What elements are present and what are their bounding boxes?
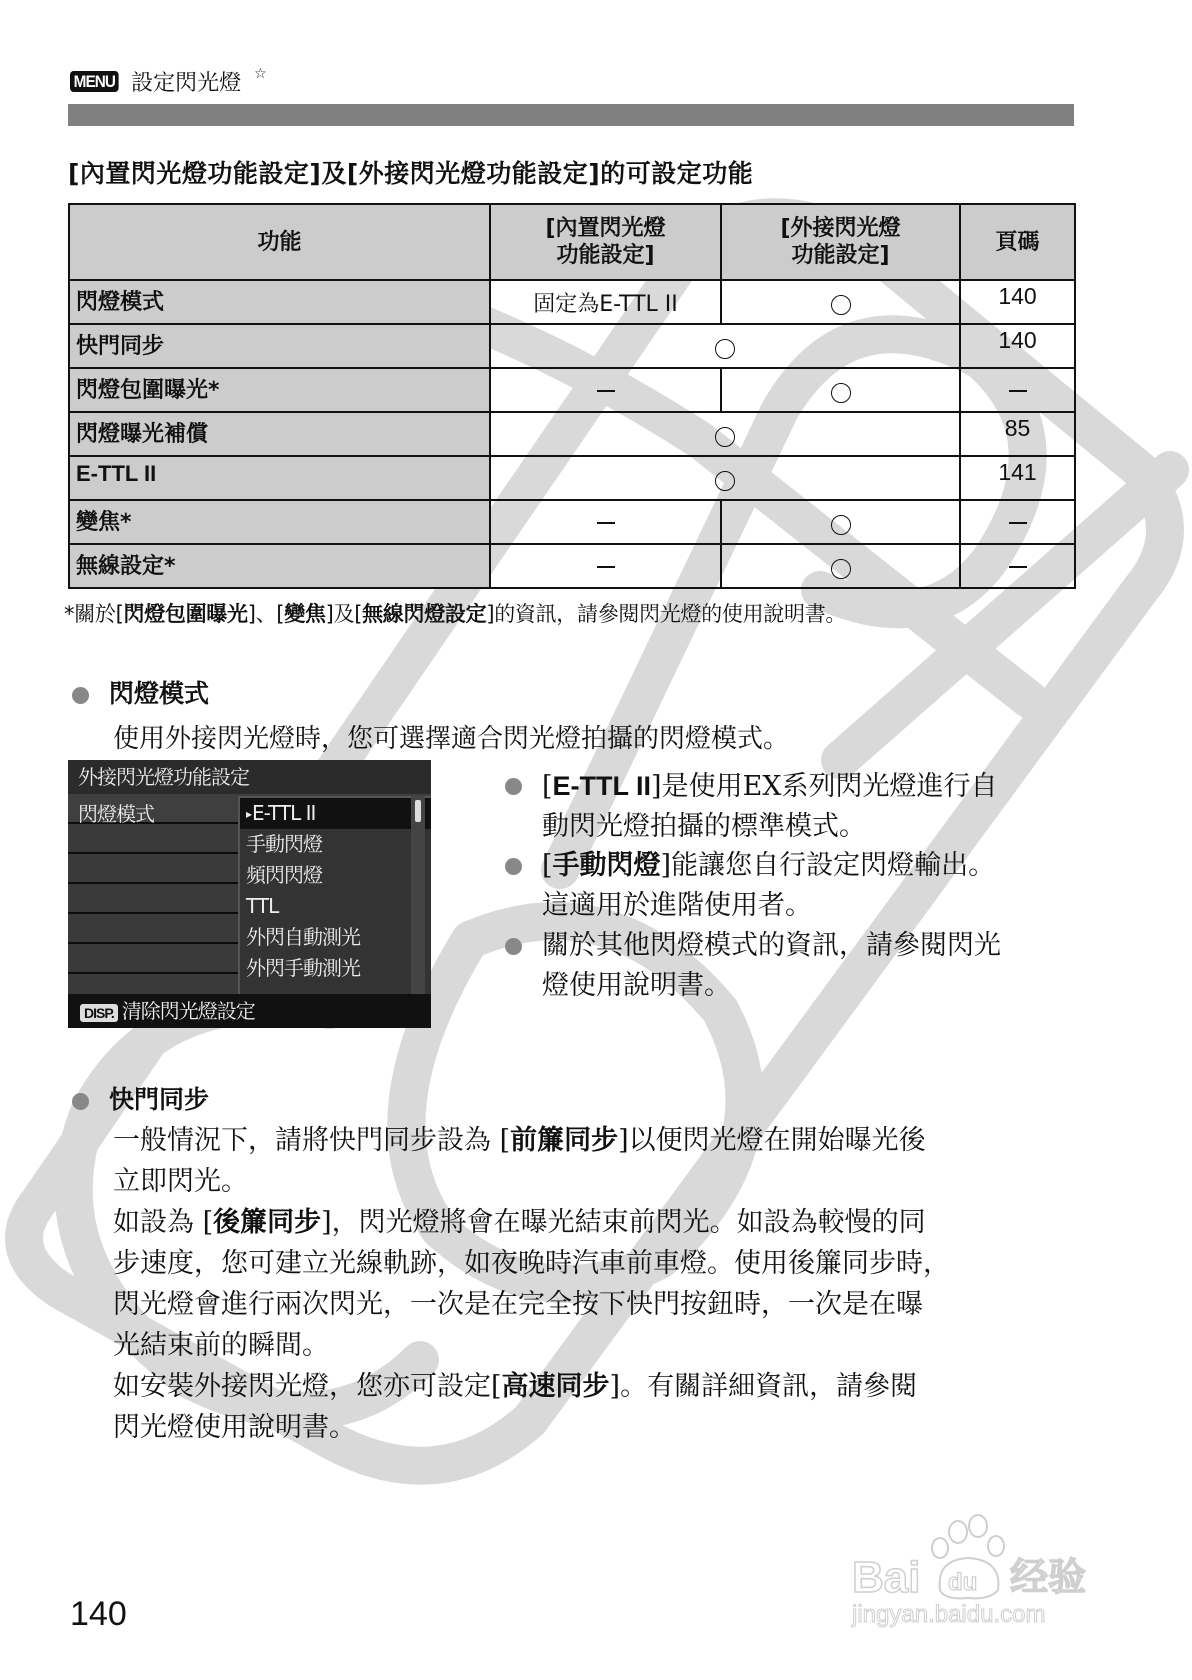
header-line: 功能設定]	[556, 243, 655, 268]
row-name: E-TTL II	[69, 456, 490, 500]
camera-menu-footer	[68, 994, 431, 1028]
shutter-sync-heading	[72, 1080, 209, 1116]
bracket: ]	[660, 850, 672, 881]
table-row	[69, 456, 1075, 500]
bullet-icon	[72, 687, 89, 704]
bullet-text: 是使用EX系列閃光燈進行自	[661, 771, 998, 802]
bold-term: 高速同步	[501, 1371, 610, 1402]
disp-button-icon: DISP.	[80, 1004, 118, 1022]
camera-menu-title: 外接閃光燈功能設定	[68, 760, 431, 794]
external-value	[721, 500, 960, 544]
bullet-line: 燈使用說明書。	[542, 970, 731, 1001]
flash-mode-bullet-ettl	[505, 766, 998, 847]
bullet-icon	[505, 858, 522, 875]
camera-scrollbar	[411, 796, 425, 1006]
flash-mode-bullet-other	[505, 926, 1001, 1006]
builtin-value	[490, 500, 721, 544]
page-ref: 141	[960, 456, 1075, 500]
clear-settings-label: 清除閃光燈設定	[121, 999, 255, 1023]
supported-circle-icon	[831, 383, 851, 403]
header-title: 設定閃光燈	[131, 71, 242, 96]
not-available-dash-icon	[597, 390, 615, 392]
table-row	[69, 412, 1075, 456]
flash-mode-bullet-manual	[505, 846, 995, 926]
footnote-text: ]及[	[325, 602, 363, 626]
table-header-row	[69, 204, 1075, 280]
col-header-builtin	[490, 204, 721, 280]
bullet-text: 能讓您自行設定閃燈輸出。	[671, 850, 996, 881]
flash-mode-option-ext-auto[interactable]: 外閃自動測光	[246, 925, 360, 949]
page-ref	[960, 368, 1075, 412]
camera-setting-label: 閃燈模式	[78, 802, 154, 826]
paragraph-line: 光結束前的瞬間。	[113, 1330, 329, 1361]
col-header-page: 頁碼	[960, 204, 1075, 280]
paragraph-line	[113, 1202, 950, 1243]
bullet-icon	[505, 778, 522, 795]
not-available-dash-icon	[1009, 522, 1027, 524]
footnote-text: ]的資訊，請參閱閃光燈的使用說明書。	[486, 602, 847, 626]
baidu-jingyan-watermark	[840, 1500, 1110, 1630]
header-line: 功能設定]	[791, 243, 890, 268]
builtin-value: 固定為E-TTL II	[490, 280, 721, 324]
text: ]，閃光燈將會在曝光結束前閃光。如設為較慢的同	[321, 1207, 926, 1238]
bullet-line: 這適用於進階使用者。	[542, 890, 812, 921]
svg-text:du: du	[948, 1569, 978, 1596]
bullet-line: 關於其他閃燈模式的資訊，請參閱閃光	[542, 930, 1001, 961]
bullet-icon	[505, 938, 522, 955]
table-footnote	[64, 598, 846, 628]
text: ]。有關詳細資訊，請參閱	[609, 1371, 918, 1402]
page-header	[70, 66, 267, 97]
row-name: 無線設定*	[69, 544, 490, 588]
svg-text:经验: 经验	[1010, 1555, 1087, 1599]
footnote-bold: 無線閃燈設定	[362, 602, 487, 626]
both-value	[490, 412, 960, 456]
scrollbar-thumb	[415, 800, 421, 822]
flash-mode-heading	[72, 674, 209, 710]
header-line: [內置閃光燈	[545, 216, 666, 241]
paragraph-line: 步速度，您可建立光線軌跡，如夜晚時汽車前車燈。使用後簾同步時，	[113, 1248, 950, 1279]
both-value	[490, 324, 960, 368]
footnote-bold: 變焦	[284, 602, 326, 626]
bold-term: 手動閃燈	[552, 850, 661, 881]
menu-icon: MENU	[70, 71, 119, 92]
footnote-text: *關於[	[64, 602, 124, 626]
row-name: 閃燈模式	[69, 280, 490, 324]
page-ref: 140	[960, 324, 1075, 368]
table-row	[69, 500, 1075, 544]
header-line: [外接閃光燈	[780, 216, 901, 241]
bracket: ]	[651, 771, 662, 802]
table-row	[69, 324, 1075, 368]
not-available-dash-icon	[1009, 390, 1027, 392]
not-available-dash-icon	[1009, 566, 1027, 568]
bold-term: 前簾同步	[510, 1125, 619, 1156]
bullet-icon	[72, 1093, 89, 1110]
flash-mode-option-manual[interactable]: 手動閃燈	[246, 832, 322, 856]
page-ref: 140	[960, 280, 1075, 324]
section-title: [內置閃光燈功能設定]及[外接閃光燈功能設定]的可設定功能	[68, 159, 754, 188]
supported-circle-icon	[831, 559, 851, 579]
supported-circle-icon	[831, 295, 851, 315]
bold-term: 後簾同步	[213, 1207, 322, 1238]
page-ref	[960, 500, 1075, 544]
external-value	[721, 280, 960, 324]
header-divider-bar	[68, 104, 1074, 126]
bullet-line	[542, 766, 998, 807]
bracket: [	[542, 850, 553, 881]
page-ref	[960, 544, 1075, 588]
not-available-dash-icon	[597, 566, 615, 568]
footnote-text: ]、[	[247, 602, 285, 626]
shutter-sync-paragraph-3	[113, 1366, 917, 1448]
page-ref: 85	[960, 412, 1075, 456]
footnote-bold: 閃燈包圍曝光	[123, 602, 248, 626]
bold-term: E-TTL II	[552, 771, 652, 801]
col-header-external	[721, 204, 960, 280]
paragraph-line	[113, 1120, 926, 1161]
supported-circle-icon	[831, 515, 851, 535]
function-table	[68, 203, 1076, 589]
text: 如設為 [	[113, 1207, 214, 1238]
row-name: 閃燈曝光補償	[69, 412, 490, 456]
external-value	[721, 544, 960, 588]
heading-text: 閃燈模式	[109, 679, 210, 708]
supported-circle-icon	[715, 339, 735, 359]
table-row	[69, 368, 1075, 412]
col-header-function: 功能	[69, 204, 490, 280]
text: ]以便閃光燈在開始曝光後	[618, 1125, 926, 1156]
paragraph-line	[113, 1366, 917, 1407]
text: 一般情況下，請將快門同步設為 [	[113, 1125, 511, 1156]
shutter-sync-paragraph-1	[113, 1120, 926, 1202]
supported-circle-icon	[715, 427, 735, 447]
bullet-line: 動閃光燈拍攝的標準模式。	[542, 811, 866, 842]
baidu-logo-text: Bai	[852, 1553, 921, 1602]
flash-mode-option-multi[interactable]: 頻閃閃燈	[246, 863, 322, 887]
bracket: [	[542, 771, 553, 802]
flash-mode-option-ttl[interactable]: TTL	[246, 894, 279, 918]
paragraph-line: 立即閃光。	[113, 1166, 248, 1197]
shutter-sync-paragraph-2	[113, 1202, 950, 1366]
text: 如安裝外接閃光燈，您亦可設定[	[113, 1371, 502, 1402]
row-name: 快門同步	[69, 324, 490, 368]
both-value	[490, 456, 960, 500]
paragraph-line: 閃光燈使用說明書。	[113, 1412, 356, 1443]
star-icon: ☆	[254, 66, 267, 82]
flash-mode-option-ettl2[interactable]: ▸ E-TTL II	[240, 798, 431, 829]
builtin-value	[490, 544, 721, 588]
table-row	[69, 280, 1075, 324]
supported-circle-icon	[715, 471, 735, 491]
camera-menu-screenshot	[68, 760, 431, 1028]
svg-text:jingyan.baidu.com: jingyan.baidu.com	[852, 1601, 1046, 1628]
external-value	[721, 368, 960, 412]
row-name: 變焦*	[69, 500, 490, 544]
row-name: 閃燈包圍曝光*	[69, 368, 490, 412]
heading-text: 快門同步	[109, 1085, 210, 1114]
page-number: 140	[70, 1595, 127, 1633]
flash-mode-description: 使用外接閃光燈時，您可選擇適合閃光燈拍攝的閃燈模式。	[113, 724, 790, 754]
flash-mode-option-ext-manual[interactable]: 外閃手動測光	[246, 956, 360, 980]
table-row	[69, 544, 1075, 588]
paragraph-line: 閃光燈會進行兩次閃光，一次是在完全按下快門按鈕時，一次是在曝	[113, 1289, 923, 1320]
flash-mode-dropdown-list	[238, 796, 431, 1006]
bullet-line	[542, 846, 995, 886]
builtin-value	[490, 368, 721, 412]
not-available-dash-icon	[597, 522, 615, 524]
